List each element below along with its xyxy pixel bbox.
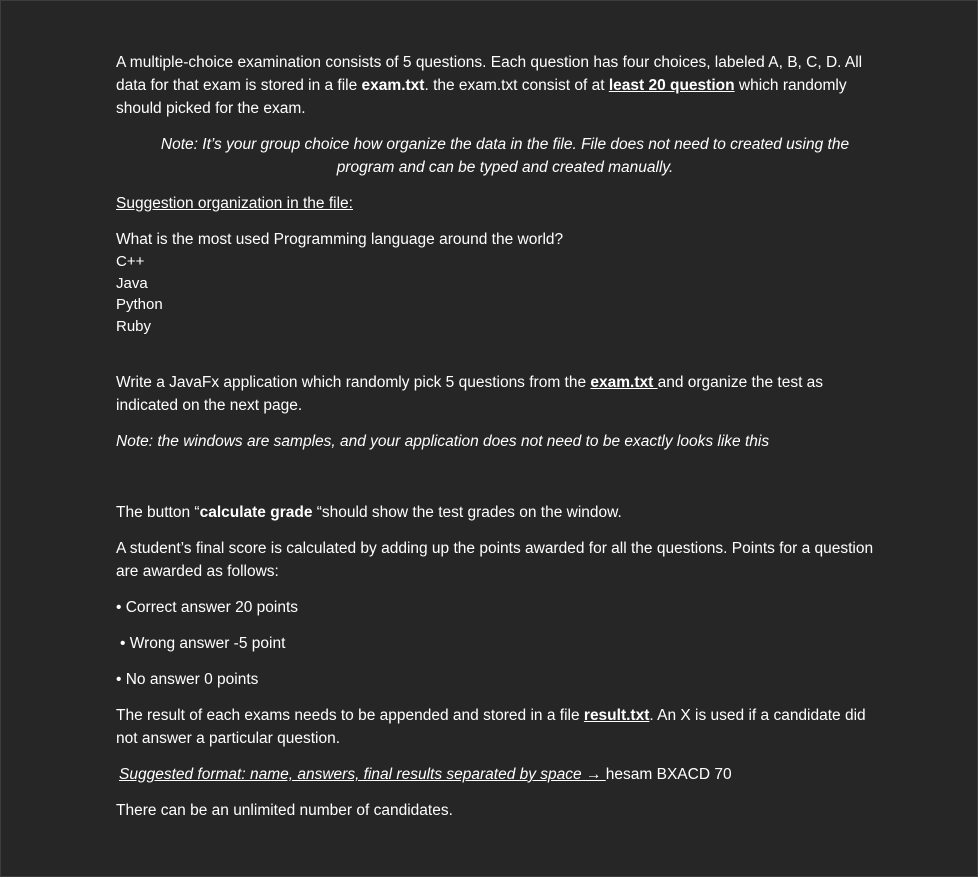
intro-text-c: which randomly should picked for the exam. <box>116 77 847 117</box>
result-file-paragraph <box>116 704 876 750</box>
intro-text-b: . the exam.txt consist of at <box>424 77 609 94</box>
calculate-grade-paragraph <box>116 501 876 524</box>
result-file-name: result.txt <box>583 707 650 724</box>
choice-item: C++ <box>116 253 145 270</box>
choice-item: Python <box>116 296 163 313</box>
intro-paragraph <box>116 51 876 120</box>
para2-text-a: Write a JavaFx application which randomly pick 5 questions from the <box>116 374 591 391</box>
para5-text-a: The result of each exams needs to be appended and stored in a file <box>116 707 584 724</box>
choice-item: Ruby <box>116 317 152 335</box>
para3-text-b: “should show the test grades on the window. <box>316 504 622 521</box>
javafx-instructions <box>116 371 876 417</box>
format-example: hesam BXACD 70 <box>605 766 732 783</box>
exam-file-name: exam.txt <box>361 77 425 94</box>
note-window-samples: Note: the windows are samples, and your application does not need to be exactly looks like this <box>116 433 770 450</box>
para5-text-b: . An X is used if a candidate did not answer a particular question. <box>116 707 866 747</box>
scoring-paragraph: A student’s final score is calculated by adding up the points awarded for all the questions. Points for a question are awarded as follows: <box>116 540 874 580</box>
choice-item: Java <box>116 274 148 292</box>
bullet-wrong-answer: • Wrong answer -5 point <box>120 635 286 652</box>
bullet-no-answer: • No answer 0 points <box>116 671 259 688</box>
document-body <box>116 51 876 822</box>
format-label-text: Suggested format: name, answers, final results separated by space <box>119 766 586 783</box>
bullet-correct-answer: • Correct answer 20 points <box>116 599 299 616</box>
sample-choices <box>116 251 876 337</box>
calculate-grade-label: calculate grade <box>199 504 317 521</box>
suggested-format-label <box>116 766 606 783</box>
suggestion-heading: Suggestion organization in the file: <box>116 195 353 212</box>
note-file-organization: Note: It’s your group choice how organize the data in the file. File does not need to created using the program and can be typed and created manually. <box>160 136 850 176</box>
right-arrow-icon: → <box>585 766 602 783</box>
para2-text-b: and organize the test as indicated on the next page. <box>116 374 824 414</box>
exam-file-link: exam.txt <box>590 374 658 391</box>
para3-text-a: The button “ <box>116 504 200 521</box>
suggested-format-line <box>116 763 876 786</box>
least-20-question-emphasis: least 20 question <box>608 77 735 94</box>
intro-text-a: A multiple-choice examination consists of 5 questions. Each question has four choices, labeled A, B, C, D. All data for that exam is stored in a file <box>116 54 863 94</box>
candidates-paragraph: There can be an unlimited number of candidates. <box>116 802 453 819</box>
sample-question: What is the most used Programming language around the world? <box>116 231 564 248</box>
